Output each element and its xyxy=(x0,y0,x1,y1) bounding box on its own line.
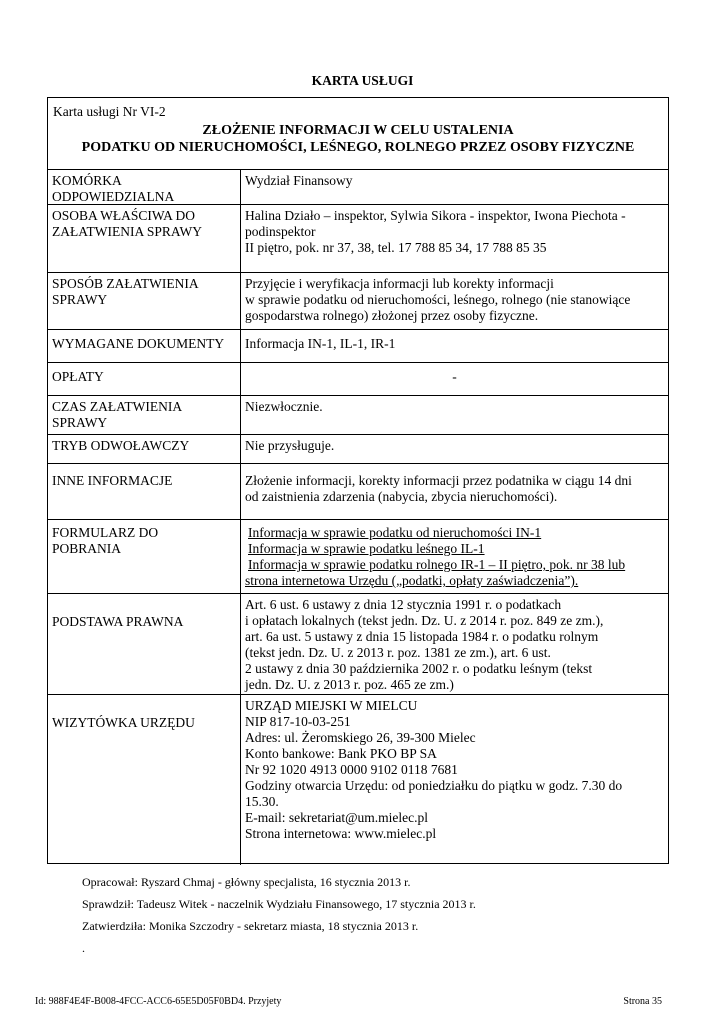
value-line: Godziny otwarcia Urzędu: od poniedziałku do piątku w godz. 7.30 do xyxy=(245,778,623,793)
row-label xyxy=(48,396,241,434)
row-osoba xyxy=(48,205,668,273)
value-line: Przyjęcie i weryfikacja informacji lub korekty informacji xyxy=(245,276,554,291)
row-value xyxy=(241,205,668,272)
page-number: Strona 35 xyxy=(623,996,662,1007)
label-line: SPOSÓB ZAŁATWIENIA xyxy=(52,276,199,291)
row-label xyxy=(48,205,241,272)
label-line: FORMULARZ DO xyxy=(52,525,159,540)
value-line: Konto bankowe: Bank PKO BP SA xyxy=(245,746,437,761)
row-label xyxy=(48,273,241,329)
form-link-ir1[interactable]: Informacja w sprawie podatku rolnego IR-1 – II piętro, pok. nr 38 lub xyxy=(248,557,626,572)
label-line: WIZYTÓWKA URZĘDU xyxy=(52,715,195,730)
value-line: URZĄD MIEJSKI W MIELCU xyxy=(245,698,418,713)
label-line: POBRANIA xyxy=(52,541,122,556)
value-line: art. 6a ust. 5 ustawy z dnia 15 listopada 1984 r. o podatku rolnym xyxy=(245,629,599,644)
label-line: INNE INFORMACJE xyxy=(52,473,173,488)
approved-by: Zatwierdziła: Monika Szczodry - sekretarz miasta, 18 stycznia 2013 r. xyxy=(82,919,419,933)
value-line: Nie przysługuje. xyxy=(245,438,335,453)
value-line: Niezwłocznie. xyxy=(245,399,323,414)
value-line: 15.30. xyxy=(245,794,279,809)
row-label xyxy=(48,330,241,362)
label-line: WYMAGANE DOKUMENTY xyxy=(52,336,225,351)
value-line: Nr 92 1020 4913 0000 9102 0118 7681 xyxy=(245,762,458,777)
row-czas xyxy=(48,396,668,435)
value-line: (tekst jedn. Dz. U. z 2013 r. poz. 1381 ze zm.), art. 6 ust. xyxy=(245,645,551,660)
row-label xyxy=(48,435,241,463)
value-line: Informacja IN-1, IL-1, IR-1 xyxy=(245,336,396,351)
label-line: CZAS ZAŁATWIENIA xyxy=(52,399,183,414)
card-number: Karta usługi Nr VI-2 xyxy=(53,104,166,119)
value-line: jedn. Dz. U. z 2013 r. poz. 465 ze zm.) xyxy=(245,677,454,692)
row-value xyxy=(241,170,668,204)
row-label xyxy=(48,695,241,865)
row-tryb xyxy=(48,435,668,464)
label-line: OSOBA WŁAŚCIWA DO xyxy=(52,208,196,223)
row-inne xyxy=(48,464,668,520)
form-link-in1[interactable]: Informacja w sprawie podatku od nieruchomości IN-1 xyxy=(248,525,542,540)
value-line: Art. 6 ust. 6 ustawy z dnia 12 stycznia 1991 r. o podatkach xyxy=(245,597,562,612)
value-line: podinspektor xyxy=(245,224,316,239)
document-id: Id: 988F4E4F-B008-4FCC-ACC6-65E5D05F0BD4. Przyjety xyxy=(35,996,282,1007)
value-line: w sprawie podatku od nieruchomości, leśnego, rolnego (nie stanowiące xyxy=(245,292,631,307)
value-line: NIP 817-10-03-251 xyxy=(245,714,351,729)
label-line: OPŁATY xyxy=(52,369,104,384)
row-podstawa xyxy=(48,594,668,695)
checked-by: Sprawdził: Tadeusz Witek - naczelnik Wydziału Finansowego, 17 stycznia 2013 r. xyxy=(82,897,476,911)
row-value xyxy=(241,695,668,865)
website-line: Strona internetowa: www.mielec.pl xyxy=(245,826,437,841)
label-line: TRYB ODWOŁAWCZY xyxy=(52,438,190,453)
label-line: ZAŁATWIENIA SPRAWY xyxy=(52,224,203,239)
row-label xyxy=(48,170,241,204)
email-line: E-mail: sekretariat@um.mielec.pl xyxy=(245,810,428,825)
row-label xyxy=(48,464,241,519)
row-value xyxy=(241,330,668,362)
form-link-il1[interactable]: Informacja w sprawie podatku leśnego IL-1 xyxy=(248,541,485,556)
document-title: KARTA USŁUGI xyxy=(311,73,414,88)
row-value xyxy=(241,464,668,519)
row-oplaty xyxy=(48,363,668,396)
row-komorka xyxy=(48,170,668,205)
row-value xyxy=(241,435,668,463)
row-value xyxy=(241,594,668,694)
value-line: i opłatach lokalnych (tekst jedn. Dz. U. z 2014 r. poz. 849 ze zm.), xyxy=(245,613,604,628)
value-line: - xyxy=(452,369,457,384)
row-label xyxy=(48,363,241,395)
card-heading-line2: PODATKU OD NIERUCHOMOŚCI, LEŚNEGO, ROLNEGO PRZEZ OSOBY FIZYCZNE xyxy=(81,140,635,155)
row-label xyxy=(48,594,241,694)
service-card xyxy=(47,97,669,864)
row-value xyxy=(241,273,668,329)
card-header xyxy=(48,98,668,170)
trailing-dot: . xyxy=(82,941,85,955)
value-line: II piętro, pok. nr 37, 38, tel. 17 788 85 34, 17 788 85 35 xyxy=(245,240,547,255)
card-heading-line1: ZŁOŻENIE INFORMACJI W CELU USTALENIA xyxy=(202,123,514,138)
row-value xyxy=(241,363,668,395)
label-line: PODSTAWA PRAWNA xyxy=(52,614,184,629)
row-value xyxy=(241,396,668,434)
form-link-website[interactable]: strona internetowa Urzędu („podatki, opłaty zaświadczenia”). xyxy=(245,573,579,588)
value-line: Adres: ul. Żeromskiego 26, 39-300 Mielec xyxy=(245,730,476,745)
value-line: 2 ustawy z dnia 30 października 2002 r. o podatku leśnym (tekst xyxy=(245,661,593,676)
prepared-by: Opracował: Ryszard Chmaj - główny specjalista, 16 stycznia 2013 r. xyxy=(82,875,411,889)
value-line: Halina Działo – inspektor, Sylwia Sikora - inspektor, Iwona Piechota - xyxy=(245,208,626,223)
value-line: Złożenie informacji, korekty informacji przez podatnika w ciągu 14 dni xyxy=(245,473,632,488)
row-formularz xyxy=(48,520,668,594)
row-wizytowka xyxy=(48,695,668,865)
value-line: Wydział Finansowy xyxy=(245,173,353,188)
label-line: SPRAWY xyxy=(52,292,108,307)
value-line: od zaistnienia zdarzenia (nabycia, zbycia nieruchomości). xyxy=(245,489,558,504)
label-line: SPRAWY xyxy=(52,415,108,430)
card-heading xyxy=(48,122,668,156)
label-line: KOMÓRKA xyxy=(52,173,122,188)
row-sposob xyxy=(48,273,668,330)
row-label xyxy=(48,520,241,593)
row-dokumenty xyxy=(48,330,668,363)
value-line: gospodarstwa rolnego) złożonej przez osoby fizyczne. xyxy=(245,308,539,323)
label-line: ODPOWIEDZIALNA xyxy=(52,189,175,204)
row-value xyxy=(241,520,668,593)
